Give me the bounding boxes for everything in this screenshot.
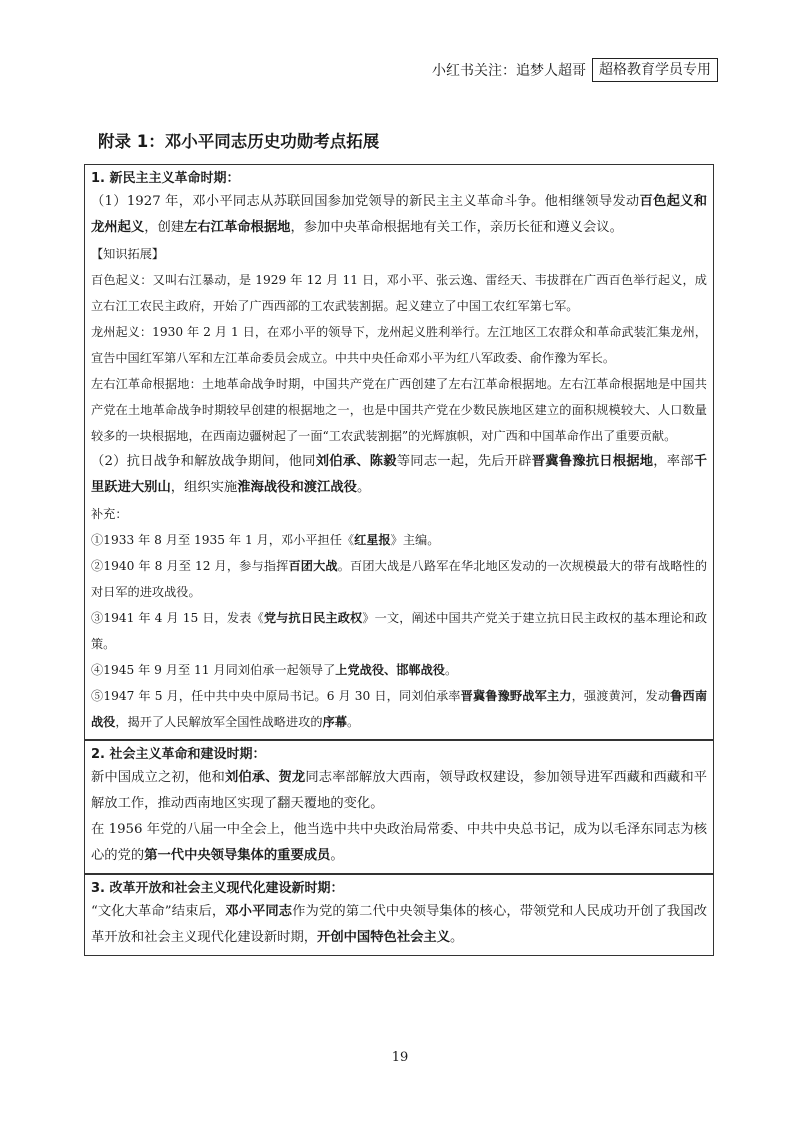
supplement-item: ②1940 年 8 月至 12 月，参与指挥百团大战。百团大战是八路军在华北地区发动的一次规模最大的带有战略性的对日军的进攻战役。 [91,559,708,599]
content-table [84,164,714,956]
paragraph: 新中国成立之初，他和刘伯承、贺龙同志率部解放大西南，领导政权建设，参加领导进军西藏和西藏和平解放工作，推动西南地区实现了翻天覆地的变化。 [91,770,708,811]
supplement-item: ①1933 年 8 月至 1935 年 1 月，邓小平担任《红星报》主编。 [91,533,440,547]
section-heading: 2. 社会主义革命和建设时期： [91,747,266,762]
supplement-item: ④1945 年 9 月至 11 月同刘伯承一起领导了上党战役、邯郸战役。 [91,663,458,677]
paragraph: “文化大革命”结束后，邓小平同志作为党的第二代中央领导集体的核心，带领党和人民成功开创了我国改革开放和社会主义现代化建设新时期，开创中国特色社会主义。 [91,904,708,945]
page-header [432,58,718,82]
baise-uprising-note: 百色起义：又叫右江暴动，是 1929 年 12 月 11 日，邓小平、张云逸、雷经天、韦拔群在广西百色举行起义，成立右江工农民主政府，开始了广西西部的工农武装割据。起义建立了中国工农红军第七军。 [91,273,707,313]
supplement-item: ③1941 年 4 月 15 日，发表《党与抗日民主政权》一文，阐述中国共产党关于建立抗日民主政权的基本理论和政策。 [91,611,708,651]
section-new-democratic-revolution [85,165,713,739]
section-reform-opening [85,873,713,955]
page-number: 19 [391,1050,409,1065]
section-heading: 1. 新民主主义革命时期： [91,171,240,186]
header-tag: 超格教育学员专用 [592,58,718,82]
section-socialist-construction [85,739,713,873]
paragraph: （1）1927 年，邓小平同志从苏联回国参加党领导的新民主主义革命斗争。他相继领导发动百色起义和龙州起义，创建左右江革命根据地，参加中央革命根据地有关工作，亲历长征和遵义会议。 [91,194,708,235]
supplement-item: ⑤1947 年 5 月，任中共中央中原局书记。6 月 30 日，同刘伯承率晋冀鲁豫野战军主力，强渡黄河，发动鲁西南战役，揭开了人民解放军全国性战略进攻的序幕。 [91,689,708,729]
header-follow-text: 小红书关注：追梦人超哥 [432,63,586,79]
knowledge-label: 【知识拓展】 [91,247,165,261]
longzhou-uprising-note: 龙州起义：1930 年 2 月 1 日，在邓小平的领导下，龙州起义胜利举行。左江地区工农群众和革命武装汇集龙州，宣告中国红军第八军和左江革命委员会成立。中共中央任命邓小平为红八军政委、俞作豫为军长。 [91,325,707,365]
section-heading: 3. 改革开放和社会主义现代化建设新时期： [91,881,344,896]
paragraph: 在 1956 年党的八届一中全会上，他当选中共中央政治局常委、中共中央总书记，成为以毛泽东同志为核心的党的第一代中央领导集体的重要成员。 [91,822,707,863]
appendix-title: 附录 1：邓小平同志历史功勋考点拓展 [98,132,380,151]
paragraph: （2）抗日战争和解放战争期间，他同刘伯承、陈毅等同志一起，先后开辟晋冀鲁豫抗日根据地，率部千里跃进大别山，组织实施淮海战役和渡江战役。 [91,454,708,495]
zuoyoujiang-base-note: 左右江革命根据地：土地革命战争时期，中国共产党在广西创建了左右江革命根据地。左右江革命根据地是中国共产党在土地革命战争时期较早创建的根据地之一，也是中国共产党在少数民族地区建立的面积规模较大、人口数量较多的一块根据地，在西南边疆树起了一面“工农武装割据”的光辉旗帜，对广西和中国革命作出了重要贡献。 [91,377,707,443]
supplement-label: 补充： [91,507,128,521]
